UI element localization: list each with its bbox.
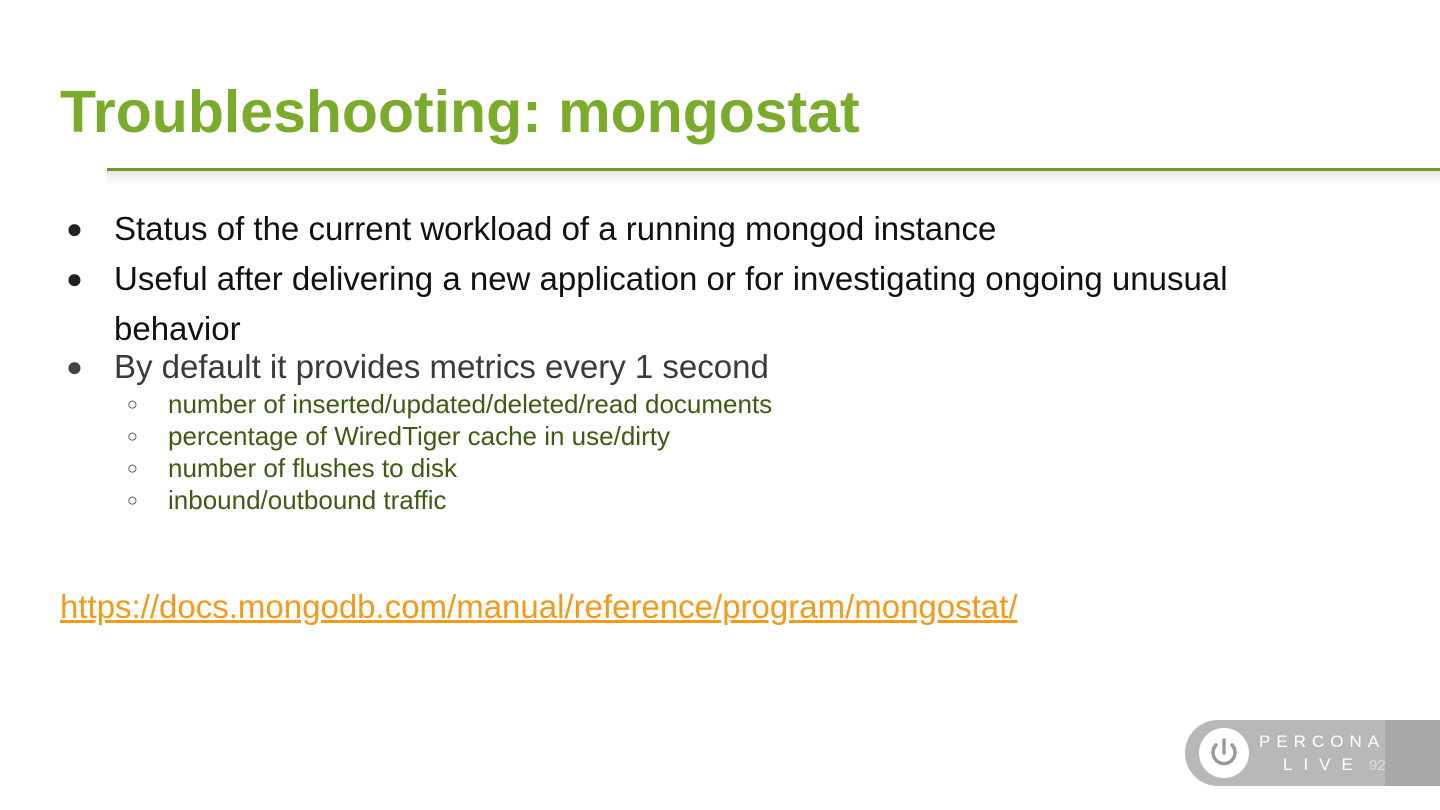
title-divider-shadow — [107, 171, 1440, 185]
sub-bullet-text: number of flushes to disk — [168, 453, 458, 483]
sub-bullet-text: inbound/outbound traffic — [168, 485, 447, 515]
sub-bullet-item — [0, 484, 1440, 516]
bullet-dot-icon: ● — [66, 213, 83, 244]
bullet-item — [0, 348, 1440, 386]
slide-title: Troubleshooting: mongostat — [60, 79, 860, 145]
bullet-text: By default it provides metrics every 1 second — [114, 348, 769, 385]
sub-bullet-item — [0, 388, 1440, 420]
hollow-bullet-icon: ○ — [127, 490, 138, 510]
hollow-bullet-icon: ○ — [127, 426, 138, 446]
bullet-list — [0, 204, 1440, 516]
logo-text-live: LIVE — [1283, 755, 1364, 774]
power-icon — [1199, 728, 1249, 778]
percona-live-logo — [1185, 720, 1440, 786]
page-number: 92 — [1369, 757, 1386, 774]
bullet-dot-icon: ● — [66, 351, 83, 382]
bullet-item — [0, 204, 1440, 254]
sub-bullet-list — [0, 388, 1440, 516]
sub-bullet-item — [0, 420, 1440, 452]
sub-bullet-text: percentage of WiredTiger cache in use/dirty — [168, 421, 670, 451]
mongostat-docs-link[interactable]: https://docs.mongodb.com/manual/reference/program/mongostat/ — [60, 588, 1018, 625]
bullet-dot-icon: ● — [66, 263, 83, 294]
bullet-item — [0, 254, 1344, 354]
logo-side-block — [1385, 720, 1440, 786]
hollow-bullet-icon: ○ — [127, 394, 138, 414]
logo-text-percona: PERCONA — [1259, 732, 1386, 751]
hollow-bullet-icon: ○ — [127, 458, 138, 478]
sub-bullet-text: number of inserted/updated/deleted/read documents — [168, 389, 773, 419]
bullet-text: Useful after delivering a new application or for investigating ongoing unusual behavior — [114, 260, 1228, 347]
bullet-text: Status of the current workload of a running mongod instance — [114, 210, 997, 247]
sub-bullet-item — [0, 452, 1440, 484]
